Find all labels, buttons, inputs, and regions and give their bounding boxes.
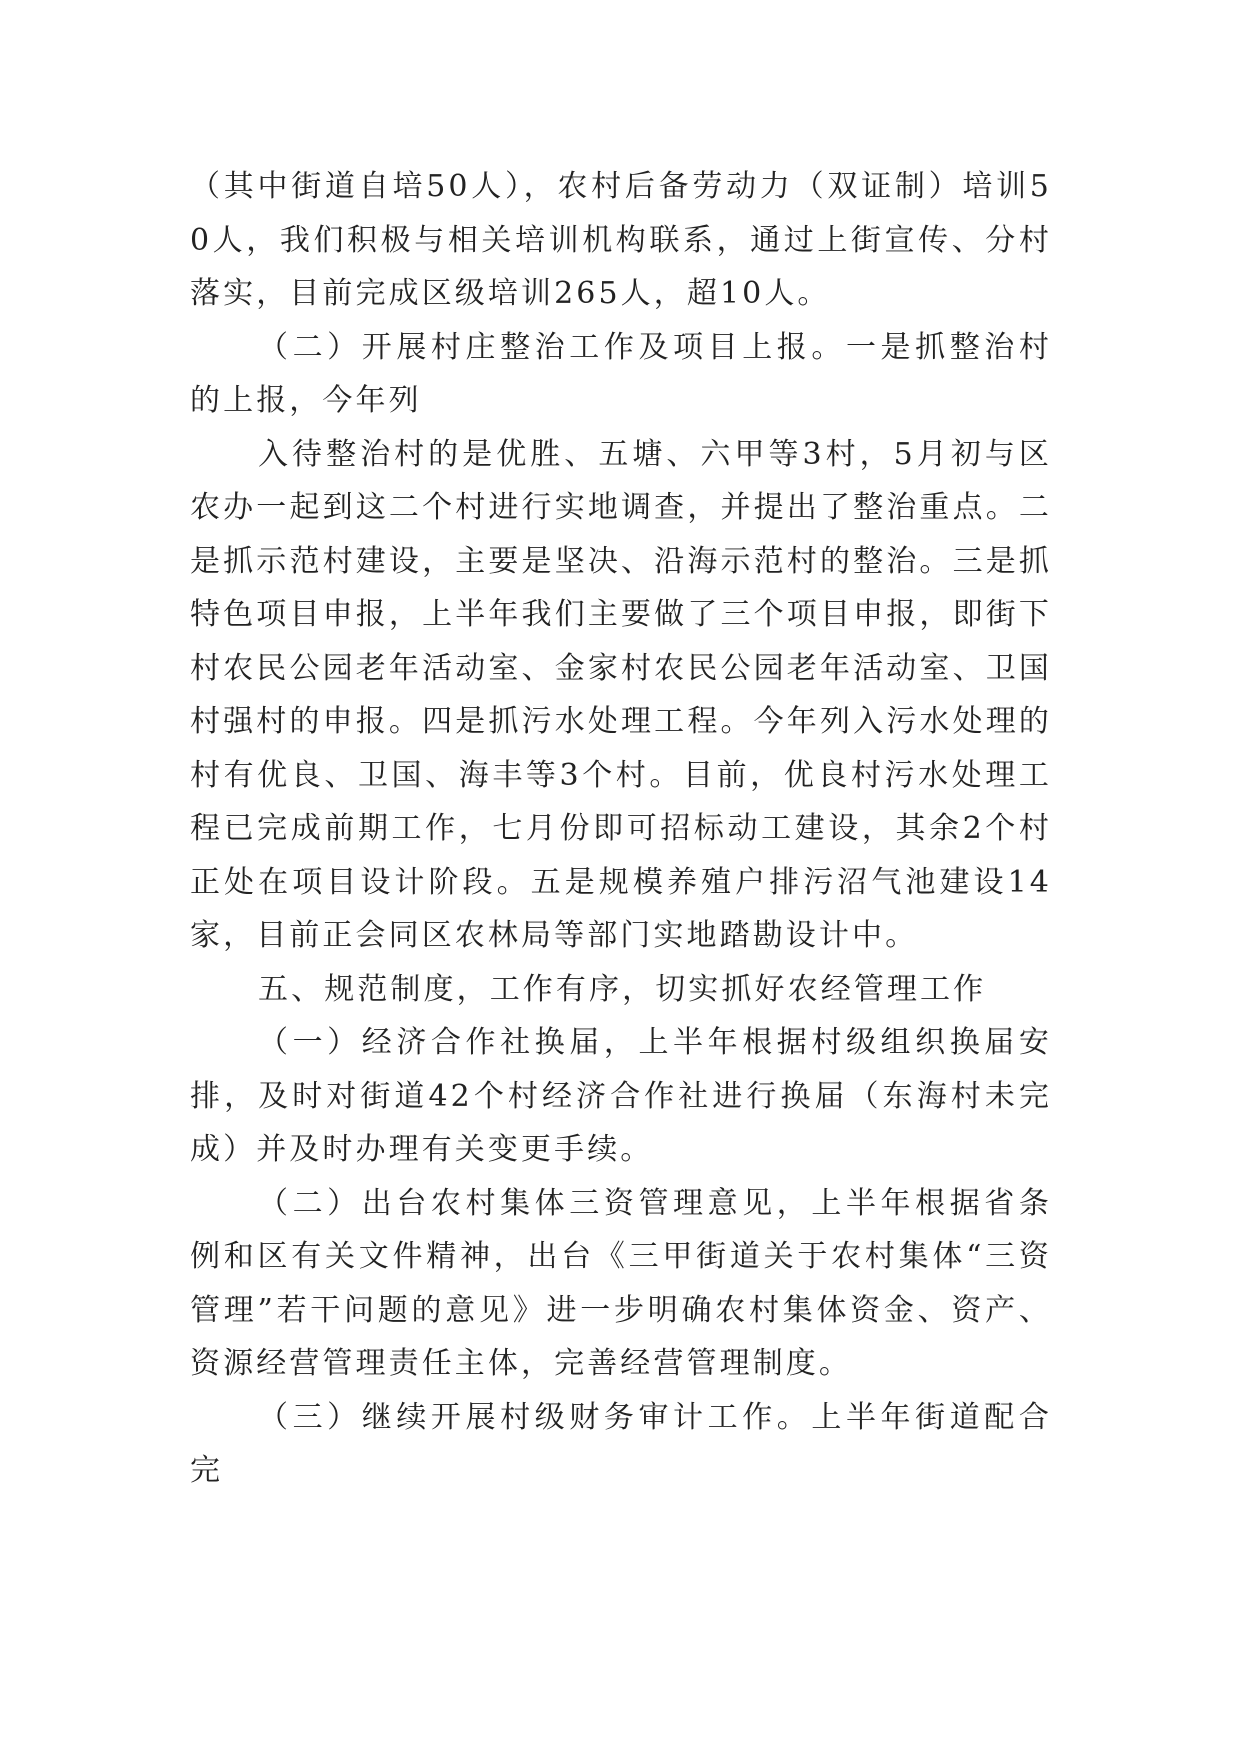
paragraph-three-assets-management: （二）出台农村集体三资管理意见，上半年根据省条例和区有关文件精神，出台《三甲街道关于农村集体“三资管理”若干问题的意见》进一步明确农村集体资金、资产、资源经营管理责任主体，完善经营管理制度。 [190, 1185, 1052, 1381]
section-heading-agricultural-management: 五、规范制度，工作有序，切实抓好农经管理工作 [258, 971, 987, 1007]
document-body [190, 160, 1052, 1498]
paragraph-village-rectification-details: 入待整治村的是优胜、五塘、六甲等3村，5月初与区农办一起到这二个村进行实地调查，并提出了整治重点。二是抓示范村建设，主要是坚决、沿海示范村的整治。三是抓特色项目申报，上半年我们主要做了三个项目申报，即街下村农民公园老年活动室、金家村农民公园老年活动室、卫国村强村的申报。四是抓污水处理工程。今年列入污水处理的村有优良、卫国、海丰等3个村。目前，优良村污水处理工程已完成前期工作，七月份即可招标动工建设，其余2个村正处在项目设计阶段。五是规模养殖户排污沼气池建设14家，目前正会同区农林局等部门实地踏勘设计中。 [190, 436, 1052, 953]
paragraph-cooperative-reelection: （一）经济合作社换届，上半年根据村级组织换届安排，及时对街道42个村经济合作社进行换届（东海村未完成）并及时办理有关变更手续。 [190, 1025, 1052, 1167]
paragraph-training-results: （其中街道自培50人），农村后备劳动力（双证制）培训50人，我们积极与相关培训机构联系，通过上街宣传、分村落实，目前完成区级培训265人，超10人。 [190, 169, 1052, 311]
paragraph-financial-audit: （三）继续开展村级财务审计工作。上半年街道配合完 [190, 1399, 1052, 1488]
paragraph-village-rectification-heading: （二）开展村庄整治工作及项目上报。一是抓整治村的上报，今年列 [190, 329, 1052, 418]
